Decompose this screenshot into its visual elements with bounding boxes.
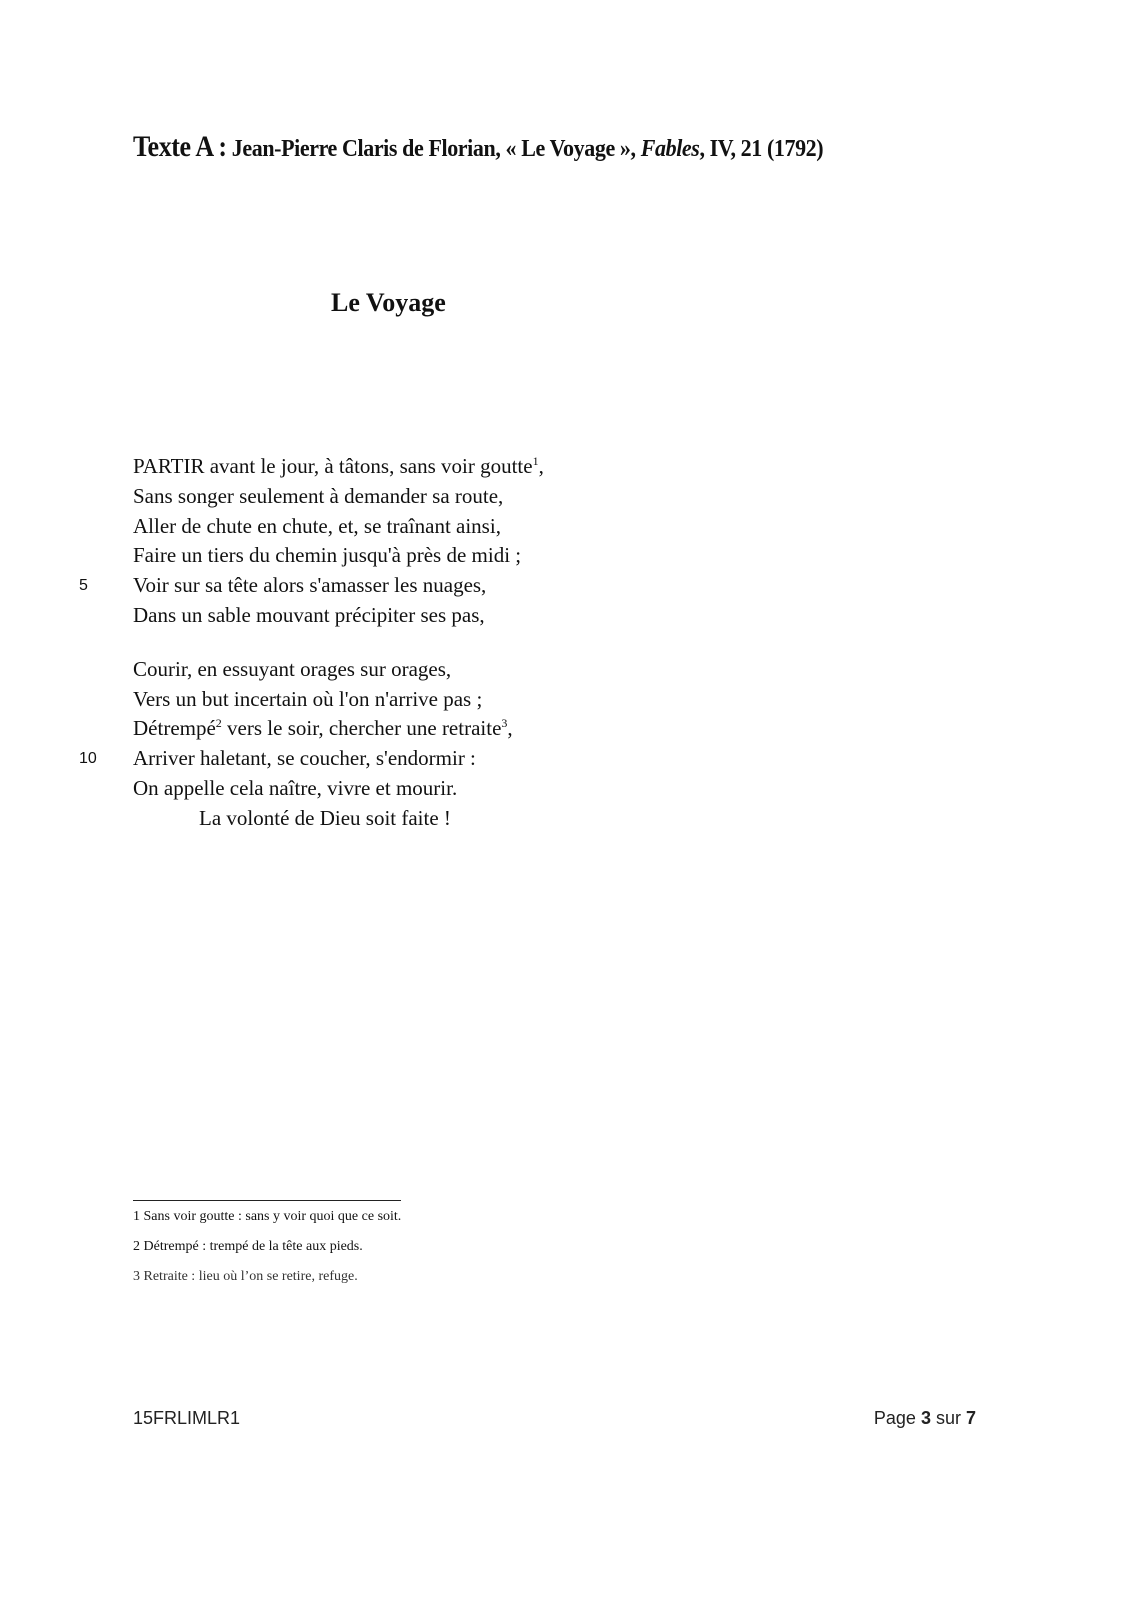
work-reference: , IV, 21 (1792) <box>699 133 824 162</box>
verse-text: Dans un sable mouvant précipiter ses pas, <box>133 602 485 627</box>
footnote-1: 1 Sans voir goutte : sans y voir quoi que ce soit. <box>133 1209 402 1224</box>
collection-title: Fables <box>640 133 700 162</box>
verse-text-part: Détrempé <box>133 716 216 741</box>
verse-text: Aller de chute en chute, et, se traînant ainsi, <box>133 513 501 538</box>
verse-line-11 <box>0 774 800 804</box>
verse-text: Arriver haletant, se coucher, s'endormir : <box>133 746 476 771</box>
footnote-ref-2: 2 <box>215 716 222 731</box>
stanza-break <box>0 631 800 655</box>
page-separator: sur <box>930 1408 966 1428</box>
verse-text: Faire un tiers du chemin jusqu'à près de midi ; <box>133 543 522 568</box>
verse-text: Sans songer seulement à demander sa route, <box>133 483 504 508</box>
verse-line-5 <box>0 571 800 601</box>
stanza-2 <box>0 655 800 834</box>
page-current: 3 <box>920 1408 931 1428</box>
line-number: 10 <box>79 750 97 768</box>
work-title: « Le Voyage », <box>505 133 636 162</box>
text-label: Texte A : <box>133 130 227 163</box>
verse-text <box>133 452 544 482</box>
footnote-3: 3 Retraite : lieu où l’on se retire, refuge. <box>133 1269 358 1284</box>
document-code: 15FRLIMLR1 <box>133 1408 241 1428</box>
verse-line-6 <box>0 601 800 631</box>
verse-line-1 <box>0 452 800 482</box>
poem-body <box>0 452 800 834</box>
verse-text: La volonté de Dieu soit faite ! <box>199 805 451 830</box>
page-number <box>874 1408 976 1429</box>
footnote-ref-1: 1 <box>532 454 539 468</box>
page-total: 7 <box>965 1408 976 1428</box>
page-prefix: Page <box>873 1408 921 1428</box>
verse-text-end: , <box>507 716 513 741</box>
verse-text-part: PARTIR avant le jour, à tâtons, sans voir goutte <box>133 454 533 478</box>
verse-line-10 <box>0 744 800 774</box>
author-name: Jean-Pierre Claris de Florian, <box>231 133 501 162</box>
footnote-ref-3: 3 <box>501 716 508 731</box>
footnote-2: 2 Détrempé : trempé de la tête aux pieds. <box>133 1239 363 1254</box>
verse-text: Courir, en essuyant orages sur orages, <box>133 656 452 681</box>
verse-line-9 <box>0 714 800 744</box>
verse-line-8 <box>0 685 800 715</box>
stanza-1 <box>0 452 800 631</box>
verse-line-3 <box>0 512 800 542</box>
verse-line-2 <box>0 482 800 512</box>
verse-text <box>133 714 513 744</box>
verse-text: Voir sur sa tête alors s'amasser les nuages, <box>133 573 487 598</box>
verse-line-12 <box>0 804 800 834</box>
verse-line-7 <box>0 655 800 685</box>
verse-text: On appelle cela naître, vivre et mourir. <box>133 775 458 800</box>
verse-text: Vers un but incertain où l'on n'arrive pas ; <box>133 686 483 711</box>
footnotes <box>133 1207 401 1297</box>
verse-text-end: , <box>538 454 544 478</box>
document-heading <box>133 130 823 164</box>
poem-title: Le Voyage <box>331 288 446 317</box>
verse-text-part: vers le soir, chercher une retraite <box>221 716 502 741</box>
verse-line-4 <box>0 541 800 571</box>
line-number: 5 <box>79 577 88 595</box>
footnote-separator <box>133 1200 401 1201</box>
